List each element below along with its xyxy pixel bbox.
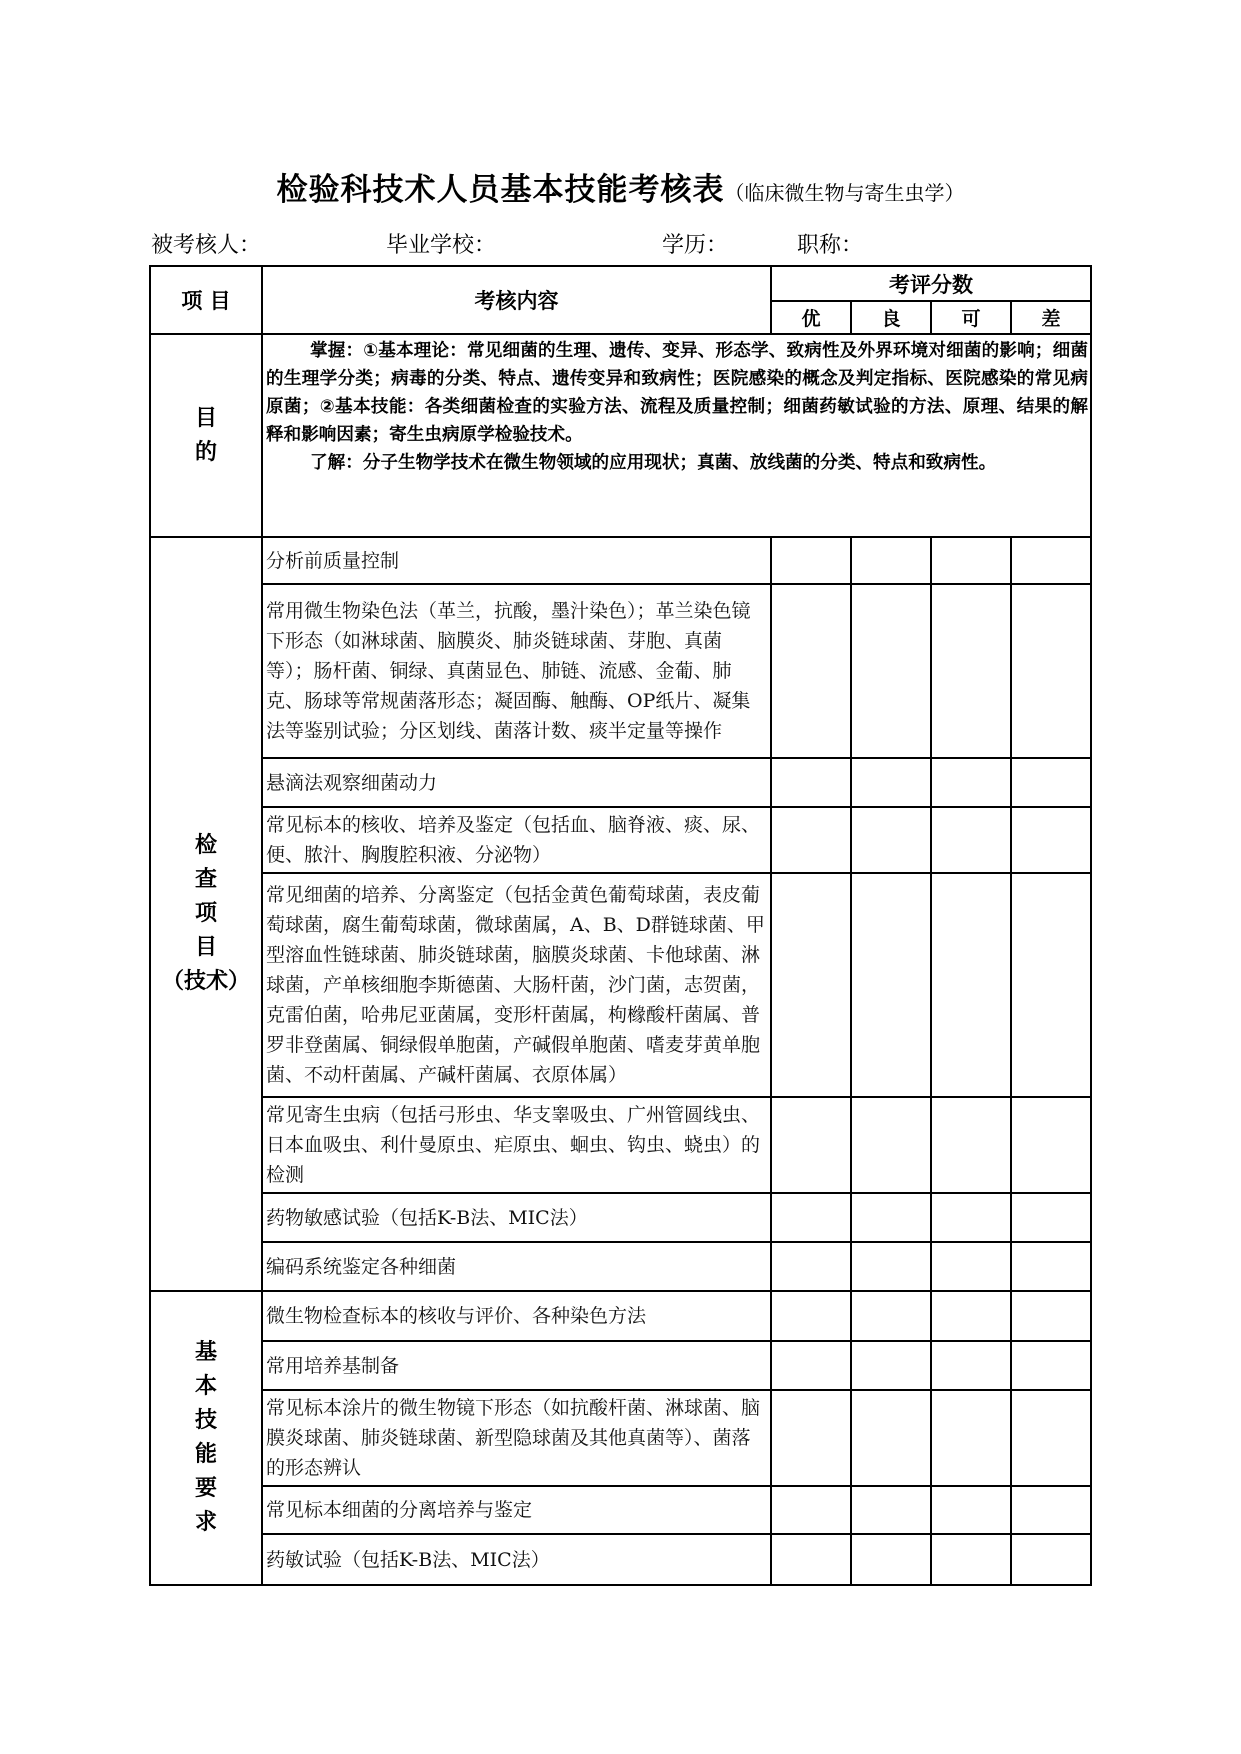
score-cell-excellent[interactable]	[771, 873, 851, 1097]
page-title	[0, 164, 1241, 209]
score-cell-good[interactable]	[851, 1341, 931, 1390]
score-cell-fair[interactable]	[931, 584, 1011, 758]
section-label-char: 求	[194, 1510, 217, 1535]
section-label-char: 本	[194, 1374, 217, 1399]
table-row	[150, 1534, 1091, 1585]
grade-poor-header: 差	[1011, 301, 1091, 334]
score-cell-good[interactable]	[851, 1291, 931, 1341]
section-label-char: 基	[194, 1340, 217, 1365]
table-row	[150, 1390, 1091, 1486]
item-text: 常见标本细菌的分离培养与鉴定	[262, 1486, 771, 1534]
score-cell-poor[interactable]	[1011, 1097, 1091, 1193]
section-label-char: 能	[194, 1442, 217, 1467]
education-label: 学历：	[662, 233, 729, 258]
grade-fair-header: 可	[931, 301, 1011, 334]
score-cell-excellent[interactable]	[771, 1390, 851, 1486]
score-cell-poor[interactable]	[1011, 807, 1091, 873]
project-header: 项 目	[150, 266, 262, 334]
score-cell-poor[interactable]	[1011, 537, 1091, 584]
score-cell-excellent[interactable]	[771, 1097, 851, 1193]
score-cell-fair[interactable]	[931, 1390, 1011, 1486]
score-cell-fair[interactable]	[931, 1097, 1011, 1193]
score-cell-excellent[interactable]	[771, 537, 851, 584]
purpose-label	[150, 334, 262, 537]
score-cell-poor[interactable]	[1011, 1390, 1091, 1486]
score-cell-excellent[interactable]	[771, 1486, 851, 1534]
item-text: 微生物检查标本的核收与评价、各种染色方法	[262, 1291, 771, 1341]
purpose-understand-paragraph: 了解：分子生物学技术在微生物领域的应用现状；真菌、放线菌的分类、特点和致病性。	[310, 453, 997, 473]
section-label-char: 项	[194, 901, 217, 926]
score-cell-poor[interactable]	[1011, 1341, 1091, 1390]
score-cell-good[interactable]	[851, 537, 931, 584]
assessment-table	[149, 265, 1092, 1586]
score-cell-poor[interactable]	[1011, 758, 1091, 807]
content-header: 考核内容	[262, 266, 771, 334]
score-cell-good[interactable]	[851, 584, 931, 758]
table-row	[150, 1097, 1091, 1193]
score-cell-good[interactable]	[851, 1486, 931, 1534]
table-row	[150, 584, 1091, 758]
score-cell-fair[interactable]	[931, 1534, 1011, 1585]
school-label: 毕业学校：	[386, 233, 497, 258]
item-text: 常见标本涂片的微生物镜下形态（如抗酸杆菌、淋球菌、脑膜炎球菌、肺炎链球菌、新型隐球菌及其他真菌等）、菌落的形态辨认	[262, 1390, 771, 1486]
table-row	[150, 758, 1091, 807]
score-cell-good[interactable]	[851, 873, 931, 1097]
table-row	[150, 1193, 1091, 1242]
score-cell-good[interactable]	[851, 1534, 931, 1585]
score-cell-poor[interactable]	[1011, 1534, 1091, 1585]
item-text: 常用微生物染色法（革兰，抗酸，墨汁染色）；革兰染色镜下形态（如淋球菌、脑膜炎、肺炎链球菌、芽胞、真菌等）；肠杆菌、铜绿、真菌显色、肺链、流感、金葡、肺克、肠球等常规菌落形态；凝固酶、触酶、OP纸片、凝集法等鉴别试验；分区划线、菌落计数、痰半定量等操作	[262, 584, 771, 758]
item-text: 药物敏感试验（包括K-B法、MIC法）	[262, 1193, 771, 1242]
score-cell-fair[interactable]	[931, 758, 1011, 807]
item-text: 药敏试验（包括K-B法、MIC法）	[262, 1534, 771, 1585]
item-text: 常见细菌的培养、分离鉴定（包括金黄色葡萄球菌，表皮葡萄球菌，腐生葡萄球菌，微球菌属，A、B、D群链球菌、甲型溶血性链球菌、肺炎链球菌，脑膜炎球菌、卡他球菌、淋球菌，产单核细胞李斯德菌、大肠杆菌，沙门菌，志贺菌，克雷伯菌，哈弗尼亚菌属，变形杆菌属，枸橼酸杆菌属、普罗非登菌属、铜绿假单胞菌，产碱假单胞菌、嗜麦芽黄单胞菌、不动杆菌属、产碱杆菌属、衣原体属）	[262, 873, 771, 1097]
score-cell-excellent[interactable]	[771, 1534, 851, 1585]
score-cell-fair[interactable]	[931, 1193, 1011, 1242]
score-cell-fair[interactable]	[931, 1242, 1011, 1291]
score-cell-excellent[interactable]	[771, 1291, 851, 1341]
section-label-basic-skills	[150, 1291, 262, 1585]
score-cell-poor[interactable]	[1011, 1242, 1091, 1291]
score-cell-good[interactable]	[851, 1242, 931, 1291]
purpose-master-paragraph: 掌握：①基本理论：常见细菌的生理、遗传、变异、形态学、致病性及外界环境对细菌的影响；细菌的生理学分类；病毒的分类、特点、遗传变异和致病性；医院感染的概念及判定指标、医院感染的常见病原菌；②基本技能：各类细菌检查的实验方法、流程及质量控制；细菌药敏试验的方法、原理、结果的解释和影响因素；寄生虫病原学检验技术。	[266, 341, 1088, 445]
score-cell-fair[interactable]	[931, 1291, 1011, 1341]
job-title-label: 职称：	[797, 233, 864, 258]
score-cell-poor[interactable]	[1011, 1486, 1091, 1534]
score-cell-poor[interactable]	[1011, 1291, 1091, 1341]
score-cell-fair[interactable]	[931, 807, 1011, 873]
table-row	[150, 807, 1091, 873]
title-main: 检验科技术人员基本技能考核表	[276, 172, 725, 208]
section-label-char: 技	[194, 1408, 217, 1433]
score-cell-excellent[interactable]	[771, 1193, 851, 1242]
section-label-char: 查	[194, 867, 217, 892]
grade-good-header: 良	[851, 301, 931, 334]
score-cell-excellent[interactable]	[771, 584, 851, 758]
table-row	[150, 873, 1091, 1097]
title-subtitle: （临床微生物与寄生虫学）	[724, 181, 965, 205]
table-row	[150, 1486, 1091, 1534]
section-label-char: （技术）	[161, 969, 250, 994]
table-row	[150, 1242, 1091, 1291]
score-cell-excellent[interactable]	[771, 1242, 851, 1291]
score-cell-fair[interactable]	[931, 537, 1011, 584]
score-cell-excellent[interactable]	[771, 807, 851, 873]
item-text: 悬滴法观察细菌动力	[262, 758, 771, 807]
table-row	[150, 1291, 1091, 1341]
item-text: 分析前质量控制	[262, 537, 771, 584]
score-cell-good[interactable]	[851, 758, 931, 807]
score-cell-good[interactable]	[851, 1390, 931, 1486]
score-cell-excellent[interactable]	[771, 758, 851, 807]
item-text: 常见标本的核收、培养及鉴定（包括血、脑脊液、痰、尿、便、脓汁、胸腹腔积液、分泌物）	[262, 807, 771, 873]
section-label-char: 要	[194, 1476, 217, 1501]
table-row	[150, 537, 1091, 584]
score-cell-good[interactable]	[851, 1097, 931, 1193]
score-cell-fair[interactable]	[931, 1486, 1011, 1534]
score-cell-good[interactable]	[851, 1193, 931, 1242]
score-cell-poor[interactable]	[1011, 873, 1091, 1097]
purpose-content	[262, 334, 1091, 537]
item-text: 常用培养基制备	[262, 1341, 771, 1390]
table-row	[150, 1341, 1091, 1390]
examinee-label: 被考核人：	[151, 233, 262, 258]
item-text: 常见寄生虫病（包括弓形虫、华支睾吸虫、广州管圆线虫、日本血吸虫、利什曼原虫、疟原虫、蛔虫、钩虫、蛲虫）的检测	[262, 1097, 771, 1193]
score-cell-excellent[interactable]	[771, 1341, 851, 1390]
score-cell-good[interactable]	[851, 807, 931, 873]
purpose-label-char: 的	[194, 439, 217, 465]
score-cell-poor[interactable]	[1011, 1193, 1091, 1242]
score-header: 考评分数	[771, 266, 1091, 301]
score-cell-poor[interactable]	[1011, 584, 1091, 758]
section-label-char: 检	[194, 833, 217, 858]
section-label-char: 目	[194, 935, 217, 960]
grade-excellent-header: 优	[771, 301, 851, 334]
purpose-label-char: 目	[194, 405, 217, 431]
score-cell-fair[interactable]	[931, 1341, 1011, 1390]
item-text: 编码系统鉴定各种细菌	[262, 1242, 771, 1291]
section-label-techniques	[150, 537, 262, 1291]
score-cell-fair[interactable]	[931, 873, 1011, 1097]
